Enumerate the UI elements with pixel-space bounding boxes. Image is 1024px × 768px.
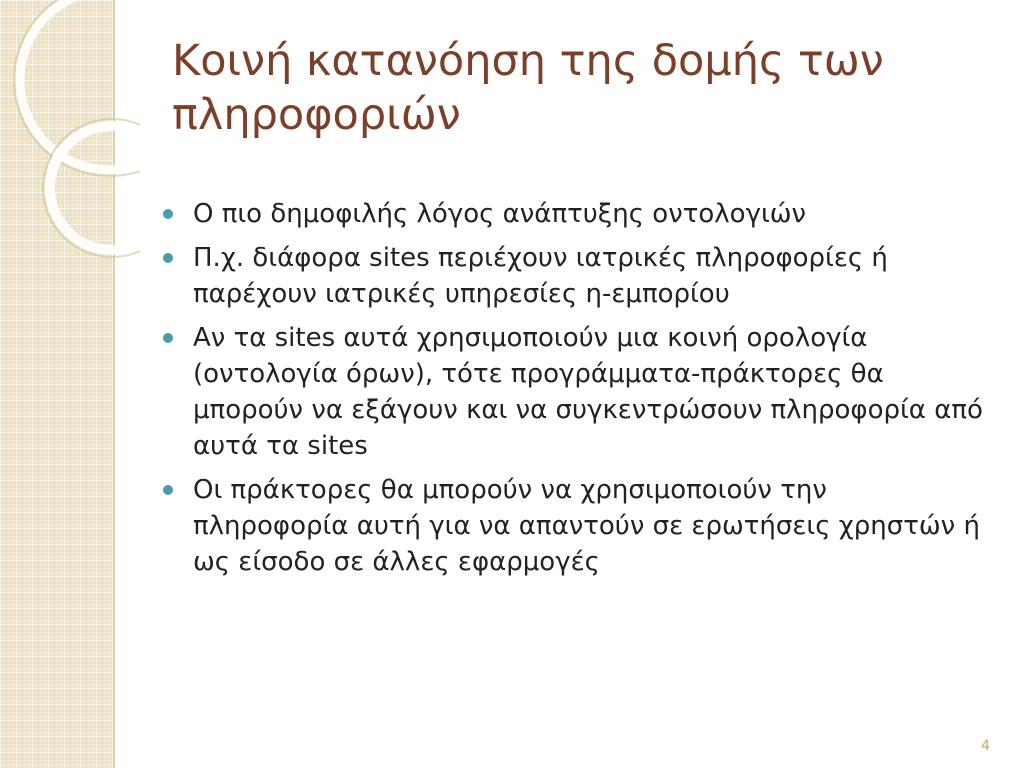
bullet-item	[160, 240, 990, 312]
slide-title: Κοινή κατανόηση της δομής των πληροφοριών	[172, 36, 884, 140]
bullet-text: Οι πράκτορες θα μπορούν να χρησιμοποιούν την πληροφορία αυτή για να απαντούν σε ερωτήσεις χρηστών ή ως είσοδο σε άλλες εφαρμογές	[193, 475, 980, 577]
slide-content	[160, 196, 990, 588]
bullet-list	[160, 196, 990, 580]
page-number: 4	[981, 738, 990, 754]
bullet-dot-icon	[163, 209, 173, 219]
bullet-text: Π.χ. διάφορα sites περιέχουν ιατρικές πληροφορίες ή παρέχουν ιατρικές υπηρεσίες η-εμπορίου	[193, 243, 888, 309]
bullet-dot-icon	[163, 253, 173, 263]
bullet-text: Ο πιο δημοφιλής λόγος ανάπτυξης οντολογιών	[193, 199, 807, 229]
bullet-dot-icon	[163, 333, 173, 343]
decorative-rings	[0, 0, 140, 260]
bullet-item	[160, 196, 990, 232]
bullet-item	[160, 472, 990, 580]
bullet-text: Αν τα sites αυτά χρησιμοποιούν μια κοινή ορολογία (οντολογία όρων), τότε προγράμματα-πράκτορες θα μπορούν να εξάγουν και να συγκεντρώσουν πληροφορία από αυτά τα sites	[193, 323, 983, 461]
bullet-dot-icon	[163, 485, 173, 495]
ring-small-shadow	[43, 119, 140, 257]
ring-small	[50, 126, 140, 250]
bullet-item	[160, 320, 990, 464]
